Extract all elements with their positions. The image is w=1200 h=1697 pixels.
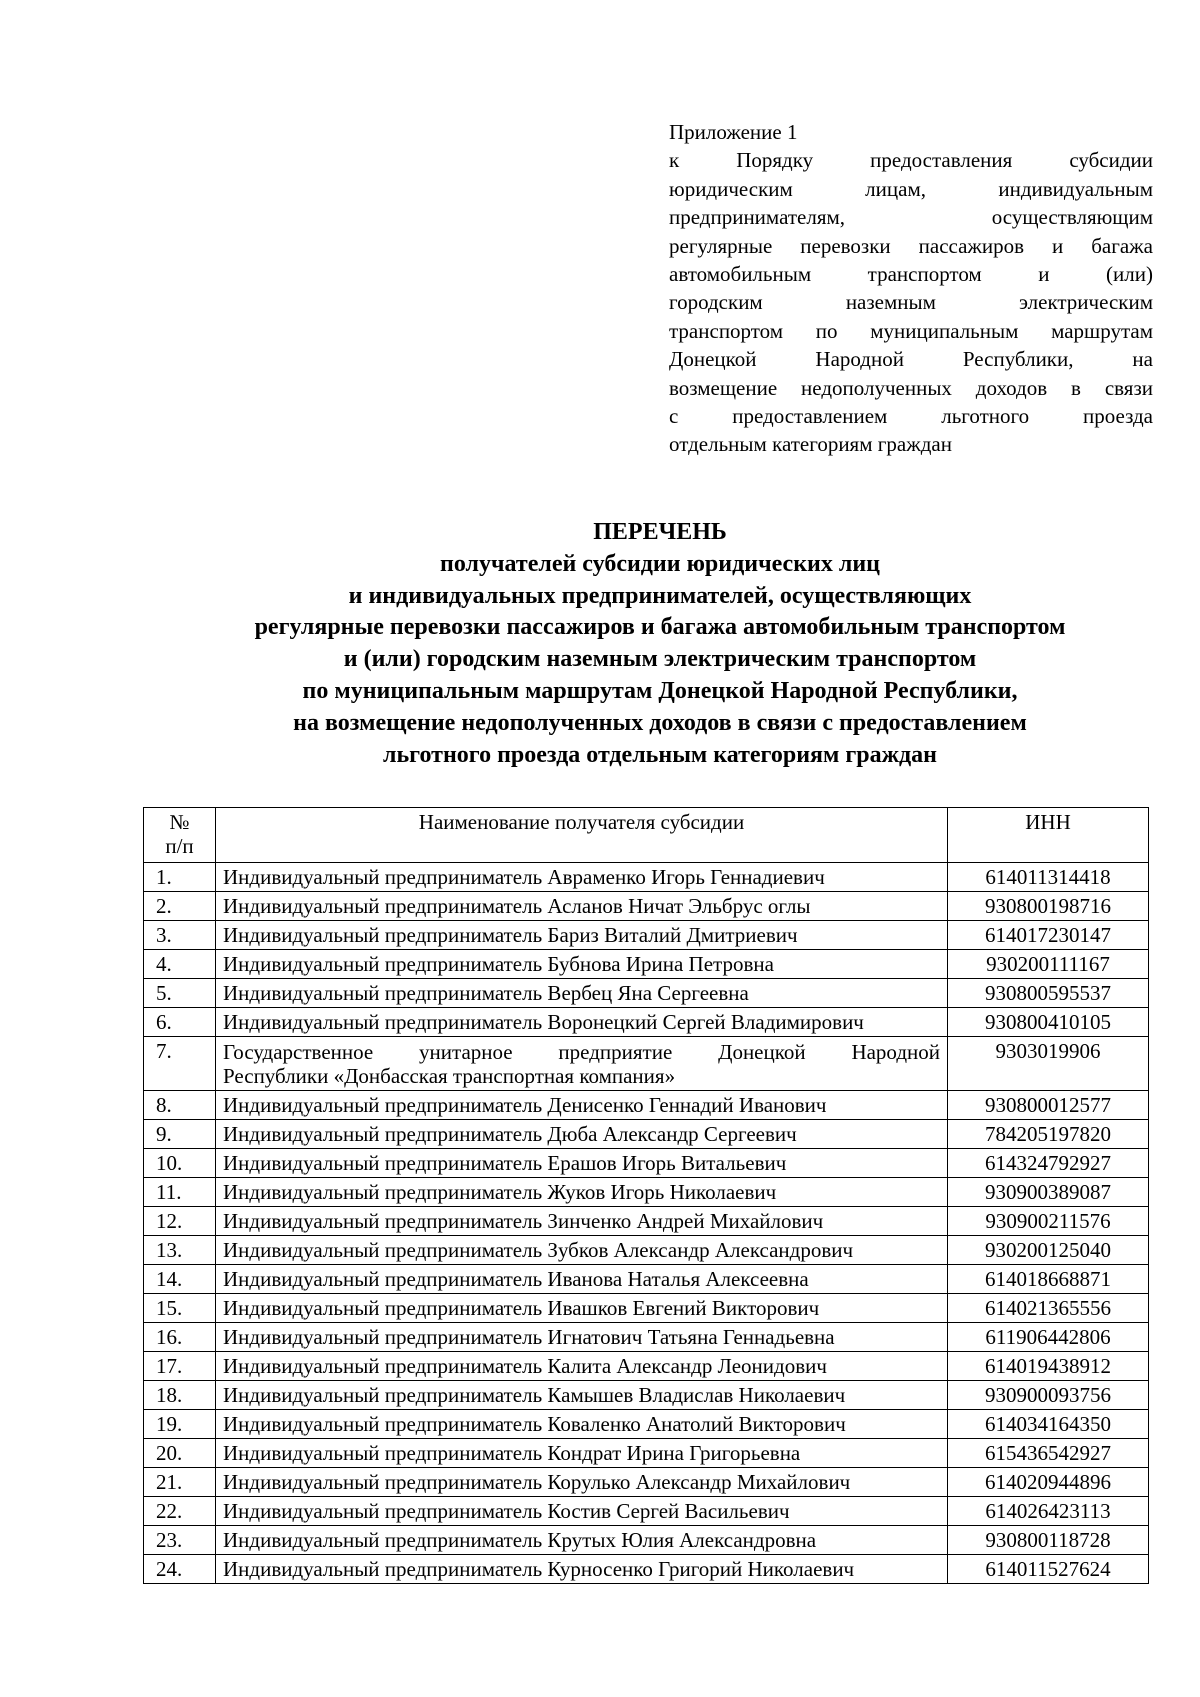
table-row (144, 892, 1149, 921)
row-inn: 615436542927 (948, 1439, 1149, 1468)
row-recipient-name: Индивидуальный предприниматель Иванова Наталья Алексеевна (216, 1265, 948, 1294)
row-number: 24. (144, 1555, 216, 1584)
table-row (144, 1410, 1149, 1439)
title-line: на возмещение недополученных доходов в связи с предоставлением (293, 709, 1027, 736)
header-num-line2: п/п (165, 834, 194, 858)
appendix-line: транспортом по муниципальным маршрутам (669, 318, 1153, 343)
row-recipient-name: Индивидуальный предприниматель Ивашков Евгений Викторович (216, 1294, 948, 1323)
row-inn: 930800012577 (948, 1091, 1149, 1120)
row-number: 12. (144, 1207, 216, 1236)
row-inn: 930800595537 (948, 979, 1149, 1008)
row-recipient-name: Индивидуальный предприниматель Бубнова Ирина Петровна (216, 950, 948, 979)
row-recipient-name: Индивидуальный предприниматель Калита Александр Леонидович (216, 1352, 948, 1381)
row-number: 16. (144, 1323, 216, 1352)
row-inn: 614021365556 (948, 1294, 1149, 1323)
row-number: 20. (144, 1439, 216, 1468)
appendix-line: автомобильным транспортом и (или) (669, 262, 1153, 287)
row-inn: 614026423113 (948, 1497, 1149, 1526)
table-header-row (144, 808, 1149, 863)
row-number: 1. (144, 863, 216, 892)
row-inn: 930800198716 (948, 892, 1149, 921)
appendix-line: отдельным категориям граждан (669, 432, 952, 457)
row-recipient-name: Индивидуальный предприниматель Игнатович Татьяна Геннадьевна (216, 1323, 948, 1352)
table-row (144, 921, 1149, 950)
row-number: 21. (144, 1468, 216, 1497)
row-inn: 930900211576 (948, 1207, 1149, 1236)
title-line: по муниципальным маршрутам Донецкой Народной Республики, (302, 677, 1018, 704)
title-heading: ПЕРЕЧЕНЬ (593, 519, 727, 545)
row-recipient-name: Индивидуальный предприниматель Дюба Александр Сергеевич (216, 1120, 948, 1149)
row-recipient-name: Индивидуальный предприниматель Денисенко Геннадий Иванович (216, 1091, 948, 1120)
row-recipient-name: Индивидуальный предприниматель Корулько Александр Михайлович (216, 1468, 948, 1497)
appendix-line: Донецкой Народной Республики, на (669, 347, 1153, 372)
row-number: 15. (144, 1294, 216, 1323)
table-row (144, 1120, 1149, 1149)
row-number: 18. (144, 1381, 216, 1410)
table-row (144, 1468, 1149, 1497)
title-line: регулярные перевозки пассажиров и багажа автомобильным транспортом (254, 614, 1066, 641)
row-recipient-name: Индивидуальный предприниматель Коваленко Анатолий Викторович (216, 1410, 948, 1439)
row-recipient-name: Индивидуальный предприниматель Воронецкий Сергей Владимирович (216, 1008, 948, 1037)
row-number: 22. (144, 1497, 216, 1526)
row-recipient-name: Индивидуальный предприниматель Зубков Александр Александрович (216, 1236, 948, 1265)
table-row (144, 1497, 1149, 1526)
row-number: 17. (144, 1352, 216, 1381)
header-inn: ИНН (948, 808, 1149, 863)
title-line: льготного проезда отдельным категориям граждан (383, 741, 937, 768)
row-recipient-name: Индивидуальный предприниматель Авраменко Игорь Геннадиевич (216, 863, 948, 892)
row-number: 3. (144, 921, 216, 950)
row-recipient-name: Индивидуальный предприниматель Зинченко Андрей Михайлович (216, 1207, 948, 1236)
table-row (144, 1381, 1149, 1410)
table-row (144, 1149, 1149, 1178)
row-number: 4. (144, 950, 216, 979)
table-row (144, 979, 1149, 1008)
table-row (144, 1178, 1149, 1207)
row-inn: 784205197820 (948, 1120, 1149, 1149)
row-number: 5. (144, 979, 216, 1008)
appendix-line: возмещение недополученных доходов в связи (669, 375, 1153, 400)
table-row (144, 1439, 1149, 1468)
row-recipient-name: Индивидуальный предприниматель Камышев Владислав Николаевич (216, 1381, 948, 1410)
table-row (144, 1294, 1149, 1323)
row-inn: 614017230147 (948, 921, 1149, 950)
table-row (144, 1526, 1149, 1555)
recipient-name-line: Государственное унитарное предприятие Донецкой Народной (223, 1040, 940, 1064)
table-row (144, 1008, 1149, 1037)
row-number: 7. (144, 1037, 216, 1091)
table-row (144, 1091, 1149, 1120)
title-line: получателей субсидии юридических лиц (440, 550, 880, 577)
table-row (144, 1037, 1149, 1091)
row-number: 8. (144, 1091, 216, 1120)
row-inn: 930900389087 (948, 1178, 1149, 1207)
row-inn: 930800118728 (948, 1526, 1149, 1555)
row-number: 2. (144, 892, 216, 921)
appendix-line: Приложение 1 (669, 120, 798, 144)
row-number: 10. (144, 1149, 216, 1178)
appendix-line: с предоставлением льготного проезда (669, 404, 1153, 429)
table-row (144, 1555, 1149, 1584)
recipient-name-line: Республики «Донбасская транспортная компания» (223, 1064, 676, 1088)
table-row (144, 1207, 1149, 1236)
header-num (144, 808, 216, 863)
row-inn: 614034164350 (948, 1410, 1149, 1439)
table-body (144, 863, 1149, 1584)
row-recipient-name: Индивидуальный предприниматель Кондрат Ирина Григорьевна (216, 1439, 948, 1468)
header-name: Наименование получателя субсидии (216, 808, 948, 863)
row-inn: 930200125040 (948, 1236, 1149, 1265)
row-inn: 611906442806 (948, 1323, 1149, 1352)
row-inn: 9303019906 (948, 1037, 1149, 1091)
title-line: и (или) городским наземным электрическим транспортом (343, 646, 977, 673)
table-row (144, 1323, 1149, 1352)
document-title (110, 517, 1200, 771)
row-inn: 614324792927 (948, 1149, 1149, 1178)
table-row (144, 1352, 1149, 1381)
row-inn: 930900093756 (948, 1381, 1149, 1410)
row-recipient-name: Индивидуальный предприниматель Вербец Яна Сергеевна (216, 979, 948, 1008)
row-number: 6. (144, 1008, 216, 1037)
row-recipient-name: Индивидуальный предприниматель Курносенко Григорий Николаевич (216, 1555, 948, 1584)
appendix-line: к Порядку предоставления субсидии (669, 148, 1153, 173)
table-row (144, 1236, 1149, 1265)
row-number: 9. (144, 1120, 216, 1149)
row-inn: 614020944896 (948, 1468, 1149, 1497)
row-recipient-name: Индивидуальный предприниматель Жуков Игорь Николаевич (216, 1178, 948, 1207)
row-recipient-name: Индивидуальный предприниматель Костив Сергей Васильевич (216, 1497, 948, 1526)
row-inn: 614018668871 (948, 1265, 1149, 1294)
row-recipient-name: Индивидуальный предприниматель Крутых Юлия Александровна (216, 1526, 948, 1555)
row-inn: 614011314418 (948, 863, 1149, 892)
table-row (144, 950, 1149, 979)
appendix-line: юридическим лицам, индивидуальным (669, 176, 1153, 201)
appendix-line: предпринимателям, осуществляющим (669, 205, 1153, 230)
title-line: и индивидуальных предпринимателей, осуществляющих (348, 582, 972, 609)
header-num-line1: № (169, 810, 190, 834)
row-inn: 930800410105 (948, 1008, 1149, 1037)
row-number: 19. (144, 1410, 216, 1439)
row-number: 23. (144, 1526, 216, 1555)
row-number: 13. (144, 1236, 216, 1265)
row-recipient-name: Индивидуальный предприниматель Бариз Виталий Дмитриевич (216, 921, 948, 950)
appendix-note (669, 118, 1153, 459)
recipients-table (143, 807, 1149, 1584)
row-inn: 930200111167 (948, 950, 1149, 979)
table-row (144, 863, 1149, 892)
row-recipient-name (216, 1037, 948, 1091)
row-recipient-name: Индивидуальный предприниматель Ерашов Игорь Витальевич (216, 1149, 948, 1178)
row-number: 11. (144, 1178, 216, 1207)
row-number: 14. (144, 1265, 216, 1294)
appendix-line: регулярные перевозки пассажиров и багажа (669, 233, 1153, 258)
row-inn: 614019438912 (948, 1352, 1149, 1381)
row-inn: 614011527624 (948, 1555, 1149, 1584)
row-recipient-name: Индивидуальный предприниматель Асланов Ничат Эльбрус оглы (216, 892, 948, 921)
table-row (144, 1265, 1149, 1294)
appendix-line: городским наземным электрическим (669, 290, 1153, 315)
